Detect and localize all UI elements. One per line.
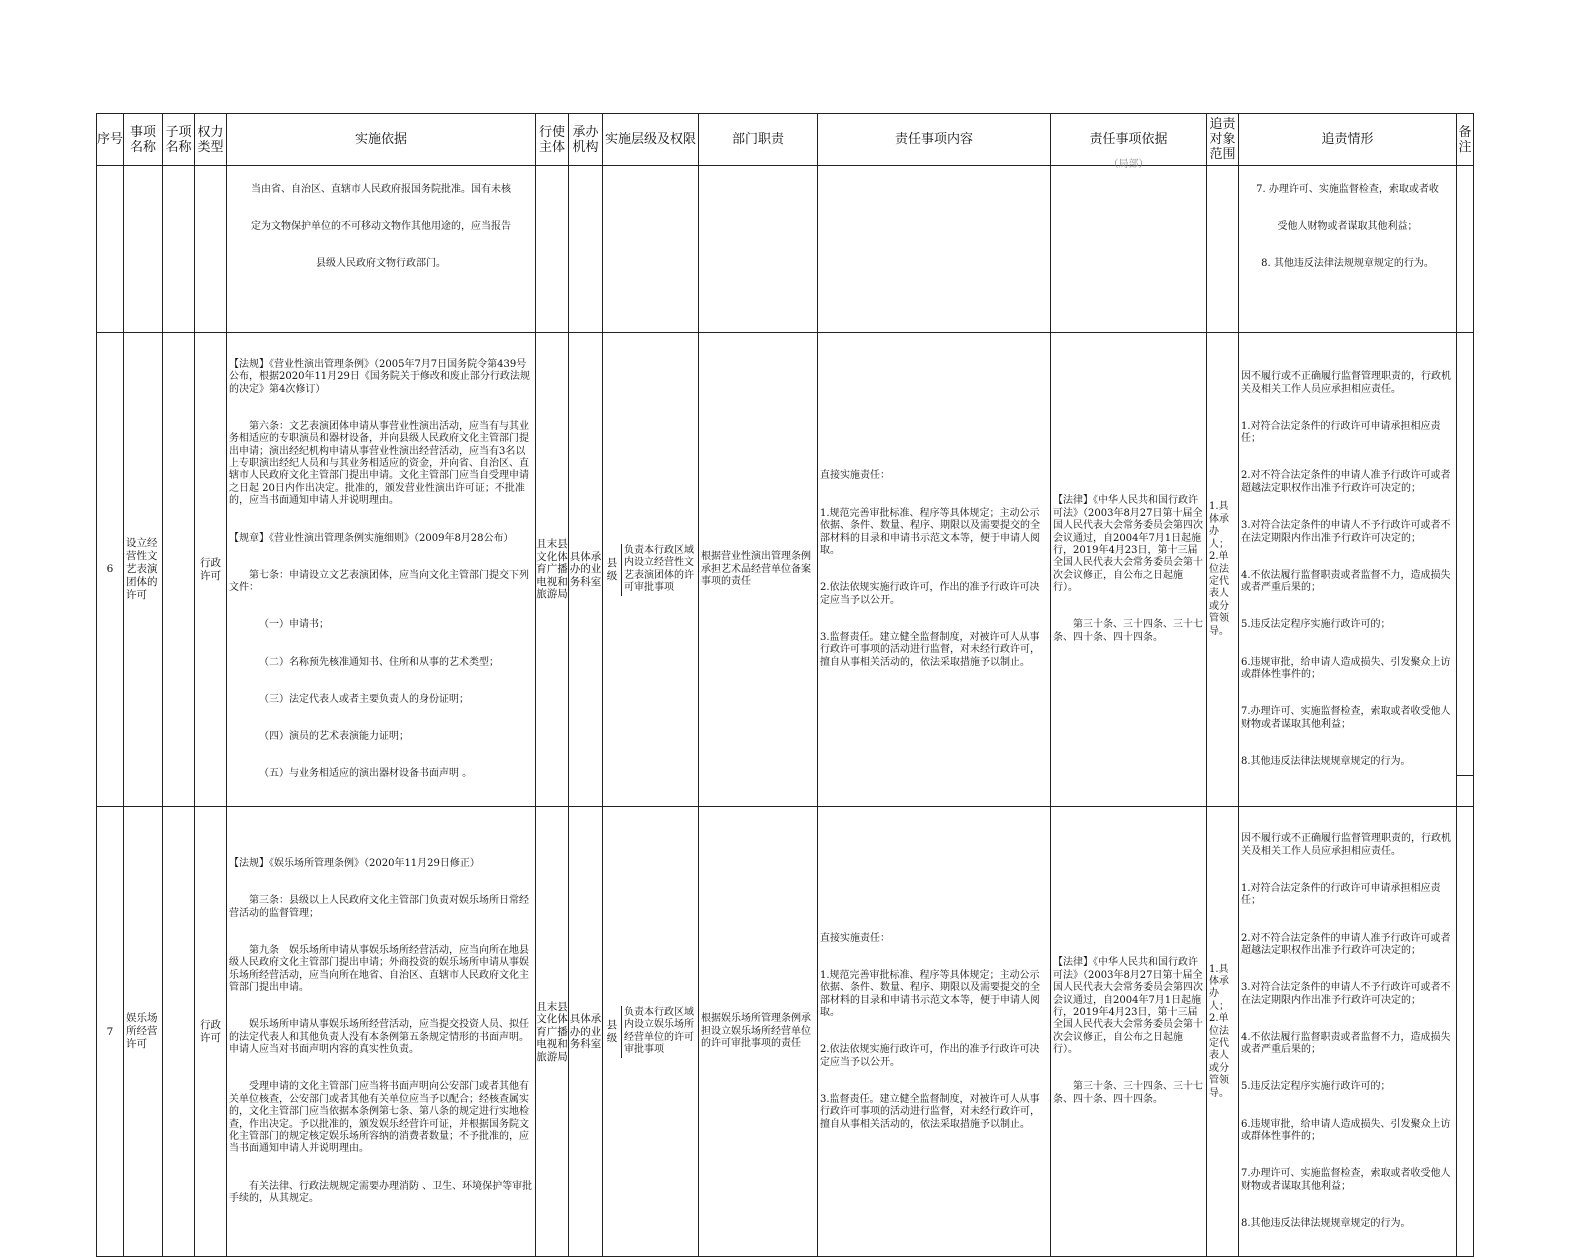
row-seq: 7	[97, 807, 124, 1257]
continuation-resp-basis: （局部）	[1108, 159, 1149, 170]
row-remark	[1457, 807, 1474, 1257]
header-level: 实施层级及权限	[603, 114, 699, 166]
header-power-type: 权力类型	[195, 114, 227, 166]
row-dept-duty: 根据娱乐场所管理条例承担设立娱乐场所经营单位的许可审批事项的责任	[701, 1013, 811, 1049]
header-resp-basis: 责任事项依据	[1051, 114, 1207, 166]
row-accountability: 因不履行或不正确履行监督管理职责的，行政机关及相关工作人员应承担相应责任。 1.对符合法定条件的行政许可申请承担相应责任； 2.对不符合法定条件的申请人准予行政许可或者超越法定职权作出准予行政许可决定的； 3.对符合法定条件的申请人不予行政许可或者不在法定期限内作出准予行政许可决定的； 4.不依法履行监督职责或者监督不力，造成损失或者严重后果的； 5.违反法定程序实施行政许可的； 6.违规审批，给申请人造成损失、引发聚众上访或群体性事件的； 7.办理许可、实施监督检查，索取或者收受他人财物或者谋取其他利益； 8.其他违反法律法规规章规定的行为。	[1239, 333, 1457, 807]
row-item-name: 娱乐场所经营许可	[126, 1012, 158, 1051]
row-level	[603, 807, 699, 1257]
row-power-type: 行政许可	[195, 807, 227, 1257]
row-level	[603, 333, 699, 807]
table-row	[97, 333, 1474, 807]
row-level-tier: 县级	[606, 1019, 618, 1044]
row-scope: 1.具体承办人；2.单位法定代表人或分管领导。	[1209, 963, 1229, 1099]
row-basis: 【法规】《娱乐场所管理条例》（2020年11月29日修正） 第三条：县级以上人民政府文化主管部门负责对娱乐场所日常经营活动的监督管理； 第九条 娱乐场所申请从事娱乐场所经营活动，应当向所在地县级人民政府文化主管部门提出申请；外商投资的娱乐场所申请从事娱乐场所经营活动，应当向所在地省、自治区、直辖市人民政府文化主管部门提出申请。 娱乐场所申请从事娱乐场所经营活动，应当提交投资人员、拟任的法定代表人和其他负责人没有本条例第五条规定情形的书面声明。申请人应当对书面声明内容的真实性负责。 受理申请的文化主管部门应当将书面声明向公安部门或者其他有关单位核查，公安部门或者其他有关单位应当予以配合；经核查属实的，文化主管部门应当依据本条例第七条、第八条的规定进行实地检查，作出决定。予以批准的，颁发娱乐经营许可证，并根据国务院文化主管部门的规定核定娱乐场所容纳的消费者数量；不予批准的，应当书面通知申请人并说明理由。 有关法律、行政法规规定需要办理消防 、卫生、环境保护等审批手续的，从其规定。	[227, 807, 536, 1257]
row-resp-content: 直接实施责任： 1.规范完善审批标准、程序等具体规定；主动公示依据、条件、数量、程序、期限以及需要提交的全部材料的目录和申请书示范文本等，便于申请人阅取。 2.依法依规实施行政许可，作出的准予行政许可决定应当予以公开。 3.监督责任。建立健全监督制度，对被许可人从事行政许可事项的活动进行监督，对未经行政许可，擅自从事相关活动的，依法采取措施予以制止。	[818, 807, 1051, 1257]
row-resp-basis: 【法律】《中华人民共和国行政许可法》（2003年8月27日第十届全国人民代表大会常务委员会第四次会议通过，自2004年7月1日起施行，2019年4月23日，第十三届全国人民代表大会常务委员会第十次会议修正，自公布之日起施行）。 第三十条、三十四条、三十七条、四十条、四十四条。	[1051, 807, 1207, 1257]
responsibility-table	[96, 113, 1474, 1257]
row-level-scope: 负责本行政区域内设立娱乐场所经营单位的许可审批事项	[624, 1006, 694, 1056]
header-basis: 实施依据	[227, 114, 536, 166]
header-resp-content: 责任事项内容	[818, 114, 1051, 166]
row-item-name: 设立经营性文艺表演团体的许可	[126, 537, 158, 602]
row-resp-content: 直接实施责任： 1.规范完善审批标准、程序等具体规定；主动公示依据、条件、数量、程序、期限以及需要提交的全部材料的目录和申请书示范文本等，便于申请人阅取。 2.依法依规实施行政许可，作出的准予行政许可决定应当予以公开。 3.监督责任。建立健全监督制度，对被许可人从事行政许可事项的活动进行监督，对未经行政许可，擅自从事相关活动的，依法采取措施予以制止。	[818, 333, 1051, 807]
table-row	[97, 807, 1474, 1257]
row-level-scope: 负责本行政区域内设立经营性文艺表演团体的许可审批事项	[624, 544, 694, 594]
row-accountability: 因不履行或不正确履行监督管理职责的，行政机关及相关工作人员应承担相应责任。 1.对符合法定条件的行政许可申请承担相应责任； 2.对不符合法定条件的申请人准予行政许可或者超越法定职权作出准予行政许可决定的； 3.对符合法定条件的申请人不予行政许可或者不在法定期限内作出准予行政许可决定的； 4.不依法履行监督职责或者监督不力，造成损失或者严重后果的； 5.违反法定程序实施行政许可的； 6.违规审批，给申请人造成损失、引发聚众上访或群体性事件的； 7.办理许可、实施监督检查，索取或者收受他人财物或者谋取其他利益； 8.其他违反法律法规规章规定的行为。	[1239, 807, 1457, 1257]
row-sub-name	[163, 333, 195, 807]
header-dept-duty: 部门职责	[699, 114, 818, 166]
row-remark	[1457, 333, 1474, 807]
row-seq: 6	[97, 333, 124, 807]
header-remark: 备注	[1457, 114, 1474, 166]
row-scope: 1.具体承办人；2.单位法定代表人或分管领导。	[1209, 501, 1229, 637]
row-subject: 且末县文化体育广播电视和旅游局	[536, 807, 569, 1257]
continuation-basis: 当由省、自治区、直辖市人民政府报国务院批准。国有未核 定为文物保护单位的不可移动文物作其他用途的，应当报告 县级人民政府文物行政部门。	[227, 166, 536, 333]
header-item-name: 事项名称	[124, 114, 163, 166]
header-sub-name: 子项名称	[163, 114, 195, 166]
row-power-type: 行政许可	[195, 333, 227, 807]
row-subject: 且末县文化体育广播电视和旅游局	[536, 333, 569, 807]
header-org: 承办机构	[569, 114, 603, 166]
row-dept-duty: 根据营业性演出管理条例承担艺术品经营单位备案事项的责任	[701, 551, 811, 587]
row-level-tier: 县级	[606, 557, 618, 582]
continuation-accountability: 7. 办理许可、实施监督检查，索取或者收 受他人财物或者谋取其他利益； 8. 其他违反法律法规规章规定的行为。	[1239, 166, 1457, 333]
table-row-continuation	[97, 166, 1474, 333]
header-subject: 行使主体	[536, 114, 569, 166]
row-org: 具体承办的业务科室	[569, 807, 603, 1257]
header-accountability: 追责情形	[1239, 114, 1457, 166]
row-basis: 【法规】《营业性演出管理条例》（2005年7月7日国务院令第439号公布，根据2020年11月29日《国务院关于修改和废止部分行政法规的决定》第4次修订） 第六条：文艺表演团体申请从事营业性演出活动，应当有与其业务相适应的专职演员和器材设备，并向县级人民政府文化主管部门提出申请；演出经纪机构申请从事营业性演出经营活动，应当有3名以上专职演出经纪人员和与其业务相适应的资金，并向省、自治区、直辖市人民政府文化主管部门提出申请。文化主管部门应当自受理申请之日起 20日内作出决定。批准的，颁发营业性演出许可证；不批准的，应当书面通知申请人并说明理由。 【规章】《营业性演出管理条例实施细则》（2009年8月28公布） 第七条：申请设立文艺表演团体，应当向文化主管部门提交下列文件： （一）申请书； （二）名称预先核准通知书、住所和从事的艺术类型； （三）法定代表人或者主要负责人的身份证明； （四）演员的艺术表演能力证明； （五）与业务相适应的演出器材设备书面声明 。	[227, 333, 536, 807]
row-sub-name	[163, 807, 195, 1257]
row-org: 具体承办的业务科室	[569, 333, 603, 807]
header-scope: 追责对象范围	[1207, 114, 1239, 166]
header-seq: 序号	[97, 114, 124, 166]
row-resp-basis: 【法律】《中华人民共和国行政许可法》（2003年8月27日第十届全国人民代表大会常务委员会第四次会议通过，自2004年7月1日起施行，2019年4月23日，第十三届全国人民代表大会常务委员会第十次会议修正，自公布之日起施行）。 第三十条、三十四条、三十七条、四十条、四十四条。	[1051, 333, 1207, 807]
